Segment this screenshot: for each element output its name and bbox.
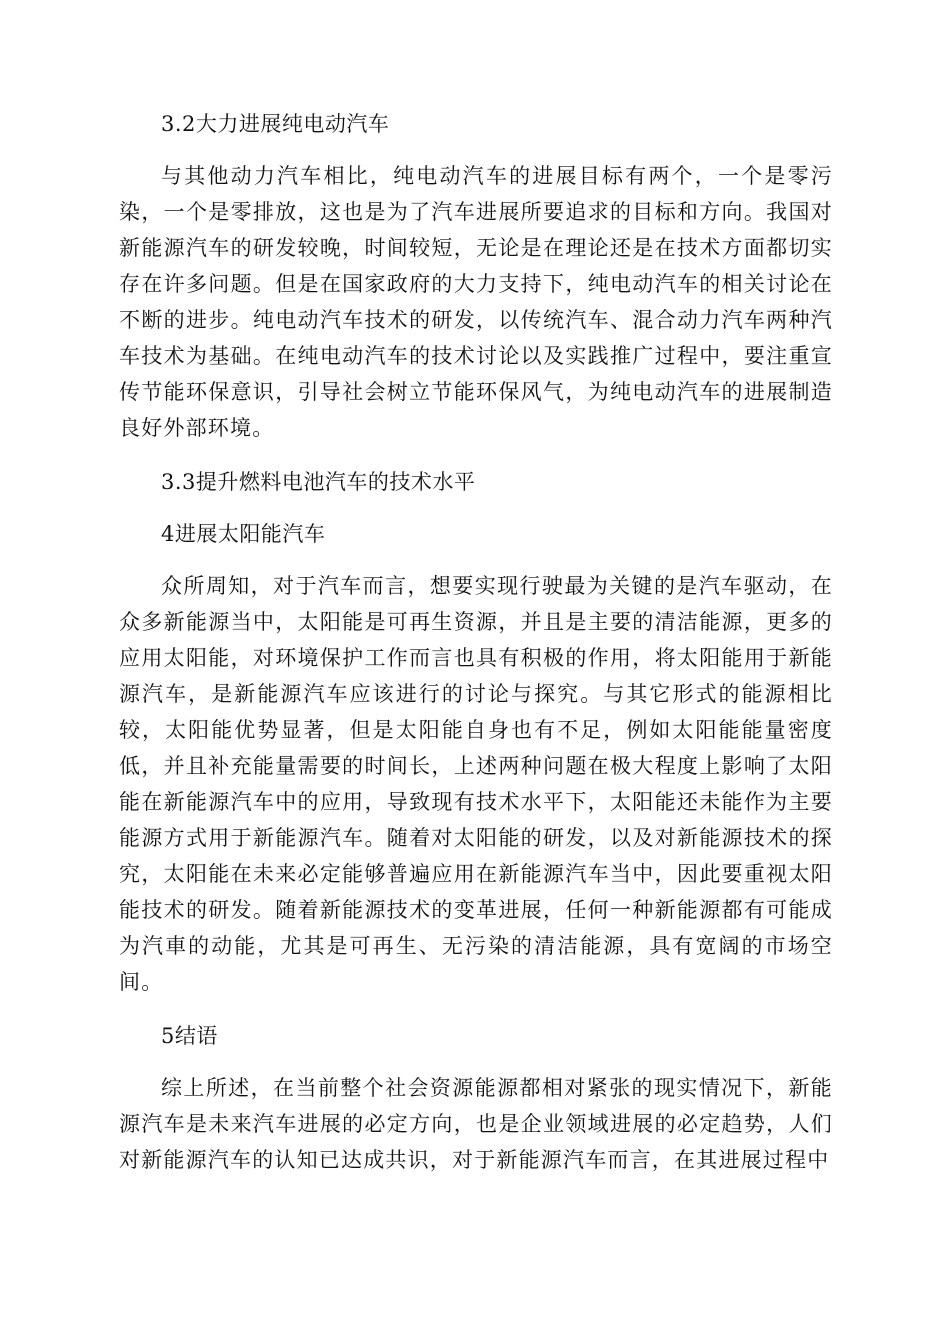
section-heading-5: 5结语 <box>161 1024 218 1048</box>
section-paragraph-4: 众所周知，对于汽车而言，想要实现行驶最为关键的是汽车驱动，在众多新能源当中，太阳能是可再生资源，并且是主要的清洁能源，更多的应用太阳能，对环境保护工作而言也具有积极的作用，将太阳能用于新能源汽车，是新能源汽车应该进行的讨论与探究。与其它形式的能源相比较，太阳能优势显著，但是太阳能自身也有不足，例如太阳能能量密度低，并且补充能量需要的时间长，上述两种问题在极大程度上影响了太阳能在新能源汽车中的应用，导致现有技术水平下，太阳能还未能作为主要能源方式用于新能源汽车。随着对太阳能的研发，以及对新能源技术的探究，太阳能在未来必定能够普遍应用在新能源汽车当中，因此要重视太阳能技术的研发。随着新能源技术的变革进展，任何一种新能源都有可能成为汽車的动能，尤其是可再生、无污染的清洁能源，具有宽阔的市场空间。 <box>119 574 833 994</box>
document-page <box>119 106 833 1178</box>
section-paragraph-5: 综上所述，在当前整个社会资源能源都相对紧张的现实情况下，新能源汽车是未来汽车进展的必定方向，也是企业领域进展的必定趋势，人们对新能源汽车的认知已达成共识，对于新能源汽车而言，在其进展过程中 <box>119 1076 833 1172</box>
section-heading-4: 4进展太阳能汽车 <box>161 522 326 546</box>
section-heading-3-2: 3.2大力进展纯电动汽车 <box>161 112 390 136</box>
section-paragraph-3-2: 与其他动力汽车相比，纯电动汽车的进展目标有两个，一个是零污染，一个是零排放，这也是为了汽车进展所要追求的目标和方向。我国对新能源汽车的研发较晚，时间较短，无论是在理论还是在技术方面都切实存在许多问题。但是在国家政府的大力支持下，纯电动汽车的相关讨论在不断的进步。纯电动汽车技术的研发，以传统汽车、混合动力汽车两种汽车技术为基础。在纯电动汽车的技术讨论以及实践推广过程中，要注重宣传节能环保意识，引导社会树立节能环保风气，为纯电动汽车的进展制造良好外部环境。 <box>119 164 833 440</box>
section-heading-3-3: 3.3提升燃料电池汽车的技术水平 <box>161 470 476 494</box>
